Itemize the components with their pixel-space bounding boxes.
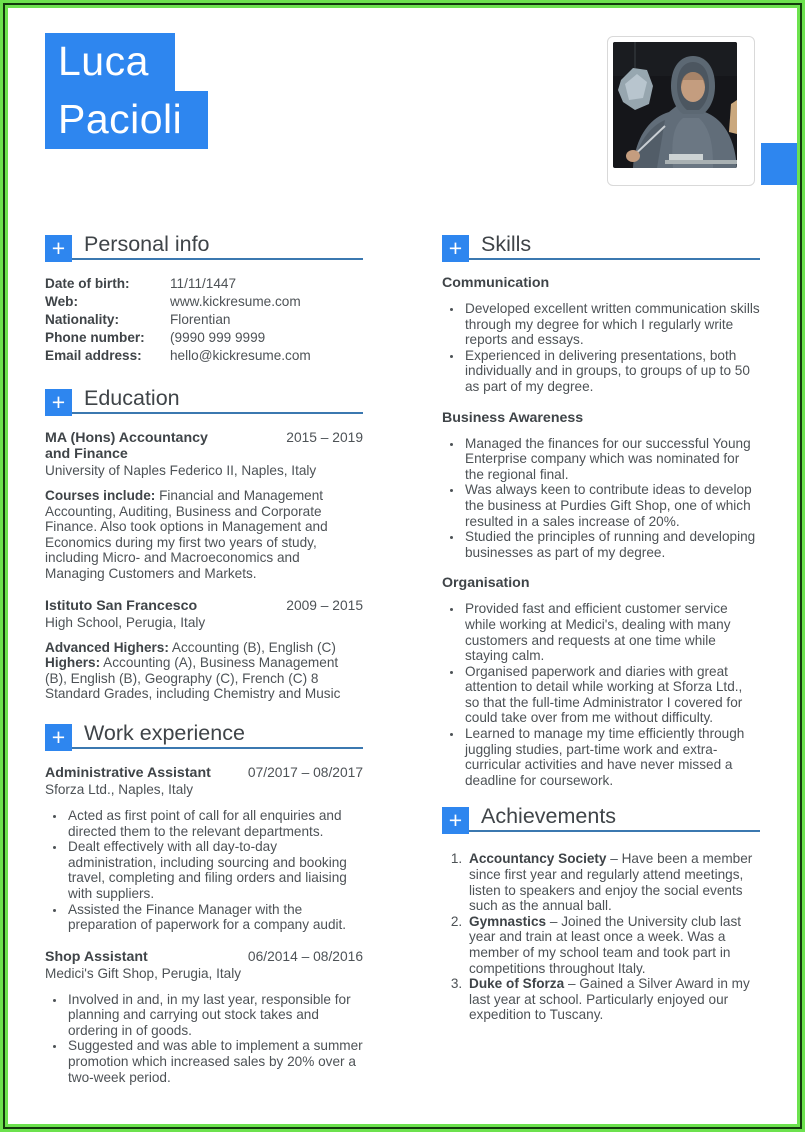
field-row — [45, 347, 363, 365]
job-bullet: • Suggested and was able to implement a summer promotion which increased sales by 20% over a two-week period. — [66, 1038, 363, 1085]
skill-group — [442, 575, 760, 788]
entry-dates: 2015 – 2019 — [286, 430, 363, 445]
education-description — [45, 640, 363, 702]
skill-group — [442, 275, 760, 395]
school-name: University of Naples Federico II, Naples, Italy — [45, 463, 317, 478]
plus-icon[interactable]: + — [45, 724, 72, 751]
achievements-header — [442, 800, 760, 832]
field-row — [45, 293, 363, 311]
achievement-item — [466, 914, 760, 976]
skill-bullet: • Provided fast and efficient customer service while working at Medici's, dealing with many customers and requests at one time while staying calm. — [463, 601, 760, 663]
grades-lead: Advanced Highers: — [45, 639, 169, 655]
page-border-line — [3, 3, 802, 1129]
achievement-lead: Accountancy Society — [469, 851, 607, 867]
field-label: Email address: — [45, 348, 142, 363]
skill-bullet: • Experienced in delivering presentations, both individually and in groups, to groups of up to 50 as part of my degree. — [463, 348, 760, 395]
achievement-text: – Gained a Silver Award in my last year at school. Particularly enjoyed our expedition to Tuscany. — [469, 976, 750, 1023]
degree-title: MA (Hons) Accountancy and Finance — [45, 430, 208, 462]
skill-group — [442, 410, 760, 561]
field-label: Nationality: — [45, 312, 120, 327]
personal-info-fields — [45, 275, 363, 365]
profile-photo — [607, 36, 755, 186]
field-row — [45, 329, 363, 347]
skill-bullet-list — [442, 436, 760, 561]
grades-line — [45, 655, 363, 702]
school-name: High School, Perugia, Italy — [45, 614, 206, 630]
education-entry — [45, 598, 363, 702]
skills-header — [442, 228, 760, 260]
entry-dates: 2009 – 2015 — [286, 597, 363, 613]
work-entry — [45, 949, 363, 1086]
job-title: Shop Assistant — [45, 948, 148, 965]
candidate-name — [45, 33, 208, 149]
job-title: Administrative Assistant — [45, 764, 211, 781]
personal-info-header — [45, 228, 363, 260]
entry-dates: 06/2014 – 08/2016 — [247, 948, 363, 964]
plus-icon[interactable]: + — [45, 389, 72, 416]
job-bullet: • Dealt effectively with all day-to-day administration, including sourcing and booking travel, completing and filing orders and liaising with suppliers. — [66, 839, 363, 901]
name-last-line: Pacioli — [45, 91, 208, 149]
skill-bullet: • Studied the principles of running and developing businesses as part of my degree. — [463, 529, 760, 560]
grades-text: Accounting (B), English (C) — [168, 639, 336, 655]
section-title-achievements: Achievements — [481, 804, 617, 829]
grades-line — [45, 640, 363, 656]
field-label: Web: — [45, 294, 78, 309]
field-label: Date of birth: — [45, 276, 130, 291]
profile-photo-illustration — [613, 42, 737, 168]
achievement-lead: Gymnastics — [469, 913, 547, 929]
company-name: Sforza Ltd., Naples, Italy — [45, 781, 194, 797]
entry-dates: 07/2017 – 08/2017 — [247, 764, 363, 780]
section-work-experience — [45, 717, 363, 1085]
achievement-item — [466, 976, 760, 1023]
job-bullet: • Involved in and, in my last year, responsible for planning and carrying out stock takes and ordering in of goods. — [66, 992, 363, 1039]
description-text: Financial and Management Accounting, Auditing, Business and Corporate Finance. Also took options in Management and Economics during my first two years of study, including Micro- and Macroeconomics and Managing Customers and Markets. — [45, 488, 328, 581]
field-row — [45, 275, 363, 293]
field-value: Florentian — [170, 312, 231, 327]
achievement-item — [466, 851, 760, 913]
skill-group-name: Organisation — [442, 575, 530, 592]
section-personal-info — [45, 228, 363, 365]
skill-group-name: Business Awareness — [442, 409, 584, 426]
field-row — [45, 311, 363, 329]
field-value: (9990 999 9999 — [170, 330, 266, 345]
achievement-text: – Joined the University club last year and train at least once a week. Was a member of my school team and took part in competitions throughout Italy. — [469, 913, 742, 976]
job-bullet: • Acted as first point of call for all enquiries and directed them to the relevant departments. — [66, 808, 363, 839]
achievements-list — [442, 851, 760, 1023]
right-column — [442, 228, 760, 1023]
skill-bullet-list — [442, 601, 760, 788]
job-bullet: • Assisted the Finance Manager with the preparation of paperwork for a company audit. — [66, 902, 363, 933]
skill-bullet: • Was always keen to contribute ideas to develop the business at Purdies Gift Shop, one of which resulted in a sales increase of 20%. — [463, 482, 760, 529]
work-entry — [45, 765, 363, 933]
skill-bullet: • Managed the finances for our successful Young Enterprise company which was nominated for the regional final. — [463, 436, 760, 483]
resume-page — [8, 8, 797, 1124]
section-title-personal-info: Personal info — [84, 232, 210, 256]
section-title-skills: Skills — [481, 232, 532, 256]
skill-bullet: • Learned to manage my time efficiently through juggling studies, part-time work and extra-curricular activities and have never missed a deadline for coursework. — [463, 726, 760, 788]
education-entry — [45, 430, 363, 582]
page-side-tab[interactable] — [761, 143, 797, 185]
name-first-line: Luca — [45, 33, 175, 91]
job-bullet-list — [45, 992, 363, 1086]
grades-lead: Highers: — [45, 655, 101, 671]
field-value-email: hello@kickresume.com — [170, 348, 311, 363]
description-lead: Courses include: — [45, 488, 156, 503]
skill-group-name: Communication — [442, 275, 550, 291]
field-value: 11/11/1447 — [170, 276, 237, 291]
skill-bullet-list — [442, 301, 760, 395]
field-value-web: www.kickresume.com — [170, 294, 301, 309]
achievement-lead: Duke of Sforza — [469, 976, 565, 992]
plus-icon[interactable]: + — [45, 235, 72, 262]
degree-title: Istituto San Francesco — [45, 597, 198, 614]
work-experience-header — [45, 717, 363, 749]
field-label: Phone number: — [45, 330, 145, 345]
section-skills — [442, 228, 760, 788]
skill-bullet: • Developed excellent written communication skills through my degree for which I regularly write reports and essays. — [463, 301, 760, 348]
plus-icon[interactable]: + — [442, 235, 469, 262]
company-name: Medici's Gift Shop, Perugia, Italy — [45, 965, 242, 981]
job-bullet-list — [45, 808, 363, 933]
achievement-text: – Have been a member since first year and regularly attend meetings, listen to speakers and enjoy the social events such as the annual ball. — [469, 851, 753, 914]
plus-icon[interactable]: + — [442, 807, 469, 834]
left-column — [45, 228, 363, 1085]
section-title-work-experience: Work experience — [84, 720, 245, 745]
section-title-education: Education — [84, 386, 180, 410]
grades-text: Accounting (A), Business Management (B), English (B), Geography (C), French (C) 8 Standard Grades, including Chemistry and Music — [45, 655, 341, 702]
education-description — [45, 488, 363, 582]
section-achievements — [442, 800, 760, 1023]
section-education — [45, 382, 363, 702]
education-header — [45, 382, 363, 414]
page-border-inner — [5, 5, 800, 1127]
skill-bullet: • Organised paperwork and diaries with great attention to detail while working at Sforza Ltd., so that the full-time Administrator I covered for could take over from me without difficulty. — [463, 664, 760, 726]
